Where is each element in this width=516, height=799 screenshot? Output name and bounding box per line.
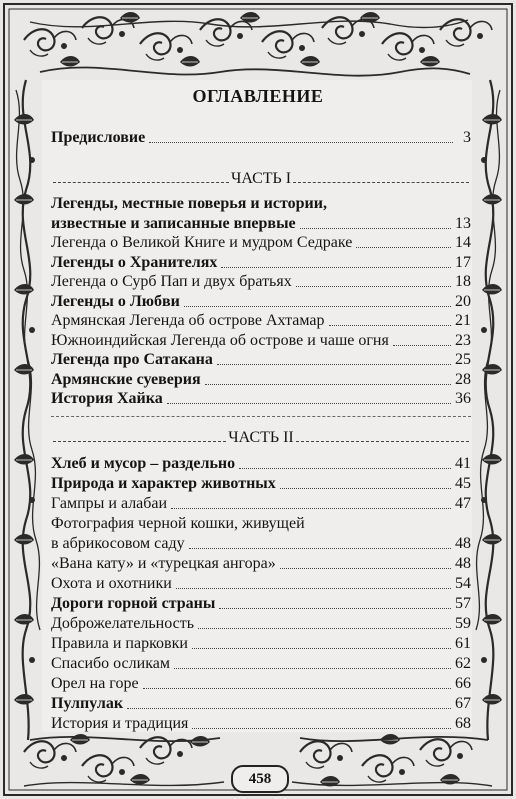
dot-leader [176, 588, 451, 589]
toc-entry-title: Южноиндийская Легенда об острове и чаше огня [51, 331, 389, 349]
toc-entry-page: 61 [455, 634, 471, 652]
toc-entry[interactable] [51, 251, 471, 272]
toc-entry[interactable] [51, 387, 471, 408]
dot-leader [217, 364, 451, 365]
dot-leader [393, 345, 451, 346]
toc-entry[interactable] [51, 368, 471, 389]
toc-entry[interactable] [51, 231, 471, 252]
toc-entry-title: История и традиция [51, 714, 189, 732]
toc-entry-page: 68 [455, 714, 471, 732]
toc-entry[interactable] [51, 270, 471, 291]
toc-entry[interactable] [51, 472, 471, 493]
toc-entry-title: Орел на горе [51, 674, 139, 692]
toc-entry-page: 59 [455, 614, 471, 632]
dot-leader [296, 286, 451, 287]
dash-leader [53, 441, 226, 442]
toc-entry-page: 54 [455, 574, 471, 592]
dot-leader [280, 568, 451, 569]
toc-entry-title: Армянские суеверия [51, 370, 201, 388]
toc-entry-title: Правила и парковки [51, 634, 188, 652]
toc-entry-page: 41 [455, 455, 471, 472]
toc-entry-title: Предисловие [51, 129, 146, 146]
toc-entry-title: История Хайка [51, 390, 163, 407]
dot-leader [198, 628, 451, 629]
toc-entry-title: Фотография черной кошки, живущей [51, 515, 305, 532]
toc-entry-title: «Вана кату» и «турецкая ангора» [51, 554, 276, 572]
toc-entry-title: Легенды, местные поверья и истории, [51, 195, 327, 212]
dot-leader [300, 228, 451, 229]
toc-entry[interactable] [51, 672, 471, 693]
toc-entry-title: Хлеб и мусор – раздельно [51, 455, 236, 472]
dot-leader [205, 384, 451, 385]
toc-entry[interactable] [51, 632, 471, 653]
toc-entry-page: 62 [455, 654, 471, 672]
toc-entry-page: 14 [455, 234, 471, 251]
toc-entry-title: Армянская Легенда об острове Ахтамар [51, 312, 325, 329]
toc-entry-title: известные и записанные впервые [51, 214, 296, 232]
toc-entry-page: 45 [455, 475, 471, 492]
toc-entry[interactable] [51, 212, 471, 233]
toc-entry-title: в абрикосовом саду [51, 534, 185, 552]
toc-entry-title: Легенды о Хранителях [51, 253, 218, 271]
toc-entry-page: 13 [455, 214, 471, 232]
toc-entry[interactable] [51, 592, 471, 613]
divider [51, 416, 471, 417]
dash-leader [53, 182, 229, 183]
dot-leader [171, 508, 451, 509]
toc-entry-title: Природа и характер животных [51, 475, 276, 492]
dot-leader [239, 468, 451, 469]
dot-leader [189, 548, 451, 549]
toc-entry-title: Спасибо осликам [51, 654, 170, 672]
dot-leader [219, 608, 451, 609]
toc-entry-page: 66 [455, 674, 471, 692]
toc-entry-title: Дороги горной страны [51, 594, 216, 612]
toc-entry-title: Охота и охотники [51, 574, 172, 592]
toc-entry[interactable] [51, 452, 471, 473]
page-title: ОГЛАВЛЕНИЕ [192, 86, 324, 106]
toc-entry-page: 48 [455, 534, 471, 552]
toc-entry-line[interactable] [51, 192, 471, 213]
part1-label: ЧАСТЬ I [230, 170, 292, 187]
toc-entry-title: Доброжелательность [51, 614, 194, 632]
dot-leader [280, 488, 451, 489]
dot-leader [149, 142, 453, 143]
toc-entry-page: 25 [455, 351, 471, 368]
toc-entry-page: 36 [455, 390, 471, 407]
toc-entry-page: 20 [455, 292, 471, 310]
toc-entry[interactable] [51, 612, 471, 633]
dash-leader [296, 441, 469, 442]
toc-entry-title: Легенда о Великой Книге и мудром Седраке [51, 234, 353, 251]
toc-entry-page: 21 [455, 312, 471, 329]
dot-leader [192, 728, 451, 729]
toc-entry-page: 23 [455, 331, 471, 349]
dot-leader [221, 267, 451, 268]
dot-leader [127, 708, 451, 709]
dot-leader [329, 325, 451, 326]
dash-leader [293, 182, 469, 183]
toc-entry[interactable] [51, 712, 471, 733]
toc-entry-page: 3 [463, 129, 471, 146]
toc-entry[interactable] [51, 652, 471, 673]
toc-entry-page: 28 [455, 370, 471, 388]
toc-entry-page: 48 [455, 554, 471, 572]
dot-leader [143, 688, 451, 689]
toc-entry-title: Легенда о Сурб Пап и двух братьях [51, 273, 292, 290]
toc-entry-preface[interactable] [51, 126, 471, 147]
part2-separator [51, 427, 471, 447]
toc-entry-page: 67 [455, 694, 471, 712]
dot-leader [174, 668, 451, 669]
dot-leader [356, 247, 451, 248]
toc-entry[interactable] [51, 329, 471, 350]
toc-entry-page: 18 [455, 273, 471, 290]
toc-entry[interactable] [51, 309, 471, 330]
toc-entry[interactable] [51, 572, 471, 593]
toc-entry-page: 57 [455, 594, 471, 612]
toc-entry-line[interactable] [51, 512, 471, 533]
toc-entry-page: 17 [455, 253, 471, 271]
page-number: 458 [231, 765, 289, 793]
dot-leader [167, 403, 451, 404]
dot-leader [192, 648, 451, 649]
part1-separator [51, 168, 471, 188]
part2-label: ЧАСТЬ II [228, 429, 294, 446]
toc-entry-title: Легенды о Любви [51, 292, 180, 310]
toc-entry[interactable] [51, 552, 471, 573]
toc-entry[interactable] [51, 348, 471, 369]
toc-entry[interactable] [51, 290, 471, 311]
toc-entry[interactable] [51, 492, 471, 513]
toc-entry-page: 47 [455, 495, 471, 512]
toc-entry-title: Легенда про Сатакана [51, 351, 213, 368]
toc-entry[interactable] [51, 692, 471, 713]
toc-entry[interactable] [51, 532, 471, 553]
toc-entry-title: Пулпулак [51, 694, 124, 712]
toc-entry-title: Гампры и алабаи [51, 495, 168, 512]
dot-leader [184, 306, 451, 307]
